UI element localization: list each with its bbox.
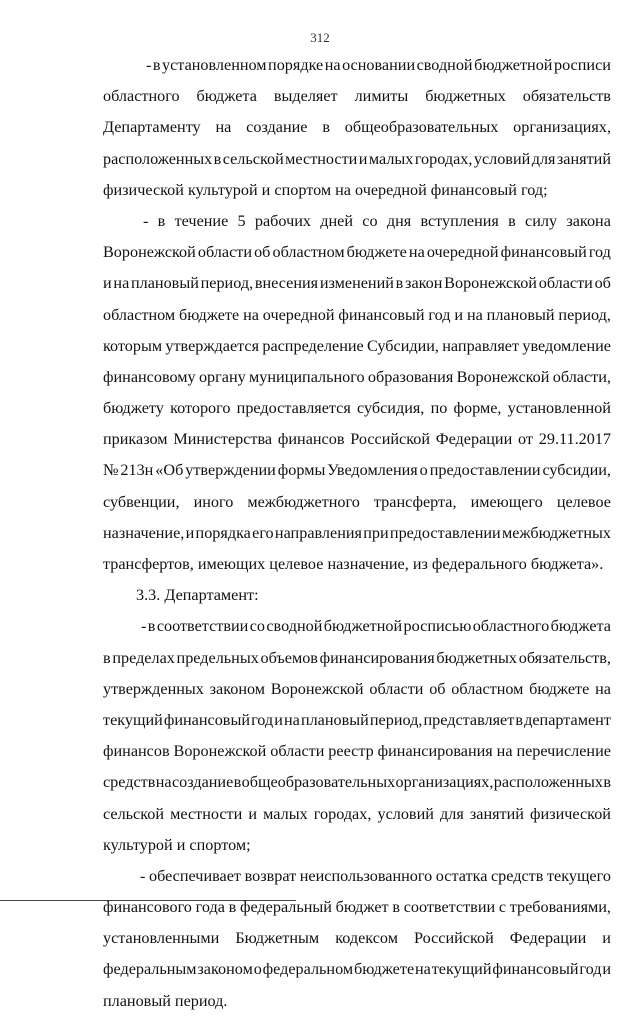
word: текущего xyxy=(546,866,611,885)
word: 29.11.2017 xyxy=(538,430,611,449)
word: муниципального xyxy=(249,367,365,386)
word: Департаменту xyxy=(103,118,201,137)
text-line xyxy=(103,362,611,393)
word: форме, xyxy=(453,399,502,418)
word: года xyxy=(195,898,225,917)
word: департамент xyxy=(524,710,611,729)
text-line xyxy=(103,705,611,736)
word: от xyxy=(518,430,533,449)
word: субсидия, xyxy=(357,399,425,418)
word: в xyxy=(213,149,222,168)
text-line xyxy=(103,206,611,237)
word: росписью xyxy=(403,617,472,636)
word: внесения xyxy=(254,274,319,293)
word: области xyxy=(538,274,593,293)
word: финансовый xyxy=(492,960,579,979)
word: период, xyxy=(200,274,254,293)
word: Воронежской xyxy=(270,679,364,698)
word: об xyxy=(254,243,271,262)
word: сельской xyxy=(103,804,165,823)
text-line: 3.3. Департамент: xyxy=(136,586,259,605)
word: росписи xyxy=(553,56,611,74)
text-line xyxy=(103,518,611,549)
word: условий xyxy=(377,804,434,823)
text-line xyxy=(103,393,611,424)
word: силу xyxy=(525,211,558,230)
word: течение xyxy=(174,211,229,230)
text-line: физической культурой и спортом на очередной финансовый год; xyxy=(103,180,548,199)
text-line xyxy=(103,892,611,923)
word: год xyxy=(588,243,611,262)
word: установленными xyxy=(103,929,220,948)
word: для xyxy=(440,804,464,823)
word: организациях, xyxy=(513,118,611,137)
word: в xyxy=(515,710,524,729)
word: федеральном xyxy=(262,960,354,979)
word: средств xyxy=(103,773,156,792)
word: уведомление xyxy=(522,336,611,355)
word: трансферта, xyxy=(373,492,457,511)
word: вступления xyxy=(420,211,499,230)
word: на xyxy=(408,243,425,262)
word: организациях, xyxy=(395,773,494,792)
word: на xyxy=(324,56,341,74)
word: Федерации xyxy=(509,929,587,948)
word: малых xyxy=(368,149,414,168)
word: по xyxy=(430,399,448,418)
text-line xyxy=(103,923,611,954)
word: на xyxy=(595,679,611,698)
word: направления xyxy=(274,523,362,542)
word: Уведомления xyxy=(327,461,418,480)
word: и xyxy=(602,929,611,948)
word: основании xyxy=(342,56,416,74)
word: которым xyxy=(103,336,163,355)
word: для xyxy=(531,149,556,168)
word: местности xyxy=(285,149,358,168)
word: период, xyxy=(558,305,611,324)
word: с xyxy=(498,898,507,917)
word: период, xyxy=(369,710,423,729)
word: бюджете xyxy=(179,305,240,324)
word: сводной xyxy=(266,617,323,636)
word: Федерации xyxy=(435,430,513,449)
word: очередной xyxy=(262,305,335,324)
page-number: 312 xyxy=(310,30,330,45)
word: бюджету xyxy=(103,399,164,418)
word: в xyxy=(392,898,400,917)
word: предоставляется xyxy=(236,399,351,418)
word: соответствии xyxy=(156,617,249,636)
word: утвержденных xyxy=(103,679,204,698)
word: Министерства xyxy=(173,430,273,449)
text-line: плановый период. xyxy=(103,991,228,1010)
word: которого xyxy=(170,399,231,418)
word: объемов xyxy=(260,648,318,667)
word: выделяет xyxy=(273,87,338,106)
word: требованиями, xyxy=(509,898,611,917)
word: бюджета xyxy=(550,617,611,636)
word: предоставлении xyxy=(429,461,541,480)
word: утверждается xyxy=(165,336,260,355)
word: возврат xyxy=(244,866,297,885)
word: распределение xyxy=(262,336,364,355)
word: в xyxy=(233,773,242,792)
word: областном xyxy=(451,679,524,698)
word: обязательств xyxy=(522,87,611,106)
word: финансов xyxy=(277,430,345,449)
word: со xyxy=(362,211,378,230)
text-line xyxy=(103,487,611,518)
word: очередной xyxy=(426,243,499,262)
text-line xyxy=(103,799,611,830)
word: органу xyxy=(198,367,246,386)
text-line xyxy=(103,424,611,455)
paragraph-p3 xyxy=(103,580,611,611)
word: реестр xyxy=(328,742,374,761)
word: и xyxy=(103,274,112,293)
word: в xyxy=(152,56,161,74)
word: пределах xyxy=(112,648,175,667)
word: бюджете xyxy=(353,960,415,979)
text-line xyxy=(103,268,611,299)
paragraph-p4 xyxy=(103,611,611,861)
word: области xyxy=(197,243,252,262)
word: обеспечивает xyxy=(148,866,241,885)
word: в xyxy=(322,118,330,137)
word: финансирования xyxy=(319,648,435,667)
word: Воронежской xyxy=(444,274,537,293)
word: на xyxy=(215,118,232,137)
word: на xyxy=(113,274,130,293)
word: Воронежской xyxy=(456,367,550,386)
word: федеральный xyxy=(239,898,332,917)
word: в xyxy=(508,211,516,230)
word: перечисление xyxy=(516,742,611,761)
word: расположенных xyxy=(493,773,603,792)
word: и xyxy=(358,149,368,168)
word: Российской xyxy=(413,929,494,948)
word: средств xyxy=(490,866,544,885)
text-line xyxy=(103,50,611,81)
word: законом xyxy=(197,960,253,979)
word: создание xyxy=(246,118,308,137)
word: субвенции, xyxy=(103,492,180,511)
paragraph-p5 xyxy=(103,861,611,1017)
word: местности xyxy=(170,804,243,823)
paragraph-p2 xyxy=(103,206,611,580)
text-line xyxy=(103,81,611,112)
text-line xyxy=(103,736,611,767)
word: рабочих xyxy=(254,211,311,230)
word: о xyxy=(253,960,262,979)
word: порядке xyxy=(268,56,324,74)
word: назначение, xyxy=(103,523,185,542)
word: плановый xyxy=(131,274,199,293)
text-line xyxy=(103,331,611,362)
word: - xyxy=(141,617,147,636)
word: иного xyxy=(193,492,234,511)
word: расположенных xyxy=(103,149,213,168)
word: областного xyxy=(103,87,180,106)
document-body xyxy=(103,50,611,1017)
word: бюджет xyxy=(335,898,389,917)
word: плановый xyxy=(486,305,555,324)
word: в xyxy=(103,648,111,667)
word: и xyxy=(248,804,258,823)
word: 213н xyxy=(120,461,154,480)
word: лимиты xyxy=(354,87,409,106)
word: на xyxy=(243,305,259,324)
word: при xyxy=(363,523,389,542)
word: на xyxy=(415,960,431,979)
word: его xyxy=(252,523,274,542)
word: неиспользованного xyxy=(299,866,433,885)
word: общеобразовательных xyxy=(241,773,396,792)
word: «Об xyxy=(155,461,184,480)
word: в xyxy=(147,617,156,636)
text-line xyxy=(103,455,611,486)
word: финансовый xyxy=(338,305,425,324)
word: межбюджетного xyxy=(247,492,360,511)
word: в xyxy=(395,274,404,293)
word: о xyxy=(419,461,428,480)
word: со xyxy=(249,617,265,636)
word: год xyxy=(251,710,274,729)
text-line xyxy=(103,674,611,705)
text-line xyxy=(103,861,611,892)
word: областном xyxy=(103,305,176,324)
word: физической xyxy=(530,804,611,823)
word: бюджете xyxy=(346,243,407,262)
word: сводной xyxy=(416,56,473,74)
word: малых xyxy=(263,804,308,823)
word: федеральным xyxy=(103,960,197,979)
text-line: культурой и спортом; xyxy=(103,835,251,854)
word: - xyxy=(146,56,152,74)
word: области xyxy=(270,742,325,761)
word: условий xyxy=(473,149,531,168)
word: приказом xyxy=(103,430,168,449)
word: формы xyxy=(277,461,326,480)
word: дня xyxy=(386,211,412,230)
word: утверждении xyxy=(185,461,276,480)
word: на xyxy=(155,773,172,792)
word: и xyxy=(602,960,611,979)
word: Воронежской xyxy=(173,742,267,761)
word: финансовый xyxy=(500,243,587,262)
word: представляет xyxy=(423,710,515,729)
text-line xyxy=(103,237,611,268)
word: городах, xyxy=(313,804,372,823)
word: обязательств, xyxy=(518,648,611,667)
word: межбюджетных xyxy=(501,523,611,542)
text-line xyxy=(103,112,611,143)
word: финансов xyxy=(103,742,170,761)
word: год xyxy=(428,305,451,324)
word: изменений xyxy=(319,274,394,293)
word: занятий xyxy=(556,149,611,168)
word: текущий xyxy=(431,960,492,979)
word: бюджета xyxy=(196,87,257,106)
word: бюджете xyxy=(529,679,590,698)
word: закона xyxy=(566,211,611,230)
text-line xyxy=(103,611,611,642)
word: Воронежской xyxy=(103,243,196,262)
word: имеющего xyxy=(470,492,543,511)
word: Бюджетным xyxy=(235,929,320,948)
word: целевое xyxy=(556,492,611,511)
word: остатка xyxy=(435,866,488,885)
word: субсидии, xyxy=(542,461,611,480)
text-line xyxy=(103,300,611,331)
word: текущий xyxy=(103,710,163,729)
word: закон xyxy=(405,274,443,293)
word: - xyxy=(143,211,149,230)
word: установленном xyxy=(162,56,267,74)
word: занятий xyxy=(469,804,524,823)
word: и xyxy=(274,710,283,729)
text-line xyxy=(103,767,611,798)
word: и xyxy=(454,305,464,324)
word: об xyxy=(594,274,611,293)
word: установленной xyxy=(507,399,611,418)
footnote-rule xyxy=(0,900,296,901)
word: областном xyxy=(272,243,345,262)
word: направляет xyxy=(442,336,520,355)
word: бюджетной xyxy=(323,617,403,636)
word: на xyxy=(496,742,513,761)
word: общеобразовательных xyxy=(344,118,499,137)
word: год xyxy=(579,960,602,979)
word: соответствии xyxy=(403,898,496,917)
word: финансового xyxy=(103,898,192,917)
word: 5 xyxy=(237,211,246,230)
text-line: трансфертов, имеющих целевое назначение, из федерального бюджета». xyxy=(103,555,604,573)
word: в xyxy=(228,898,237,917)
word: и xyxy=(185,523,195,542)
word: в xyxy=(157,211,166,230)
word: дней xyxy=(320,211,354,230)
word: № xyxy=(103,461,119,480)
paragraph-p1 xyxy=(103,50,611,206)
text-line xyxy=(103,643,611,674)
word: создание xyxy=(171,773,234,792)
word: области xyxy=(369,679,424,698)
word: в xyxy=(603,773,611,792)
word: Субсидии, xyxy=(367,336,439,355)
word: областного xyxy=(472,617,550,636)
text-line xyxy=(103,954,611,985)
text-line xyxy=(103,144,611,175)
word: сельской xyxy=(222,149,284,168)
word: предоставлении xyxy=(389,523,501,542)
word: об xyxy=(429,679,446,698)
word: бюджетной xyxy=(474,56,553,74)
word: на xyxy=(284,710,300,729)
word: порядка xyxy=(195,523,251,542)
word: плановый xyxy=(300,710,369,729)
word: финансирования xyxy=(377,742,493,761)
word: - xyxy=(140,866,146,885)
word: финансовый xyxy=(163,710,250,729)
word: Российской xyxy=(350,430,431,449)
word: предельных xyxy=(176,648,259,667)
word: городах, xyxy=(414,149,473,168)
word: на xyxy=(466,305,483,324)
word: финансовому xyxy=(103,367,196,386)
word: законом xyxy=(209,679,266,698)
word: образования xyxy=(367,367,454,386)
word: области, xyxy=(552,367,611,386)
word: бюджетных xyxy=(425,87,506,106)
word: бюджетных xyxy=(436,648,518,667)
word: кодексом xyxy=(335,929,398,948)
